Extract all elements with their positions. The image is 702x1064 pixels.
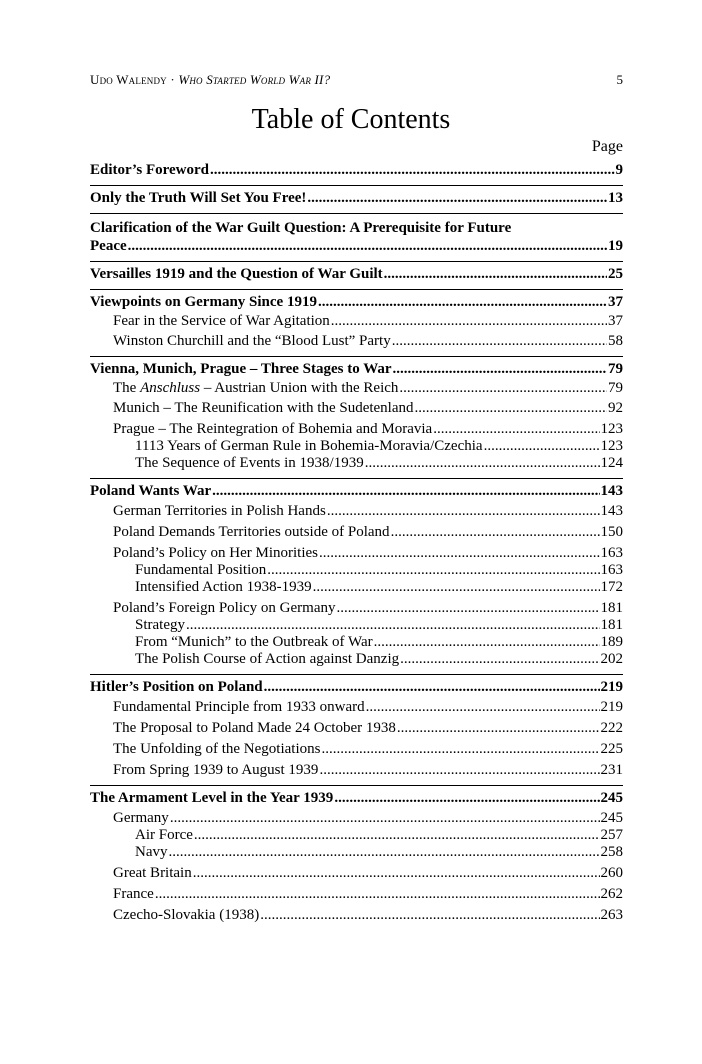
toc-entry[interactable]	[90, 455, 623, 472]
toc-entry-title: From Spring 1939 to August 1939	[113, 762, 319, 778]
toc-entry-title: Viewpoints on Germany Since 1919	[90, 294, 317, 310]
toc-entry-page: 231	[600, 762, 623, 778]
page-title: Table of Contents	[251, 104, 451, 135]
toc-entry[interactable]	[90, 720, 623, 737]
toc-entry[interactable]	[90, 438, 623, 455]
toc-entry[interactable]	[90, 333, 623, 350]
toc-entry-page: 219	[600, 699, 623, 715]
toc-entry[interactable]	[90, 380, 623, 397]
toc-entry-title: Prague – The Reintegration of Bohemia and Moravia	[113, 421, 433, 437]
toc-entry-page: 225	[600, 741, 623, 757]
toc-entry[interactable]	[90, 600, 623, 617]
toc-entry-title: Poland’s Foreign Policy on Germany	[113, 600, 336, 616]
toc-entry-page: 37	[608, 294, 623, 310]
section-divider	[90, 213, 623, 214]
toc-entry-title: Air Force	[135, 827, 193, 843]
toc-entry[interactable]	[90, 562, 623, 579]
toc-entry-page: 37	[608, 313, 623, 329]
toc-entry[interactable]	[90, 679, 623, 696]
section-divider	[90, 185, 623, 186]
toc-entry[interactable]	[90, 266, 623, 283]
toc-entry-title: The Unfolding of the Negotiations	[113, 741, 321, 757]
section-divider	[90, 478, 623, 479]
toc-entry-page: 181	[600, 617, 623, 633]
page-column-label: Page	[591, 138, 623, 155]
toc-entry-title: The Proposal to Poland Made 24 October 1938	[113, 720, 396, 736]
toc-entry-page: 202	[600, 651, 623, 667]
toc-entry-page: 245	[600, 790, 623, 806]
toc-entry-title: Great Britain	[113, 865, 192, 881]
toc-entry-page: 143	[600, 503, 623, 519]
toc-entry-page: 262	[600, 886, 623, 902]
toc-entry[interactable]	[90, 790, 623, 807]
toc-entry-page: 163	[600, 545, 623, 561]
toc-entry[interactable]	[90, 400, 623, 417]
toc-entry-title: Peace	[90, 238, 127, 254]
toc-entry-page: 258	[600, 844, 623, 860]
toc-entry[interactable]	[90, 699, 623, 716]
toc-entry[interactable]	[90, 844, 623, 861]
section-divider	[90, 261, 623, 262]
toc-entry-page: 257	[600, 827, 623, 843]
toc-entry-page: 19	[608, 238, 623, 254]
toc-entry[interactable]	[90, 421, 623, 438]
section-divider	[90, 785, 623, 786]
toc-entry[interactable]	[90, 865, 623, 882]
toc-entry-title: The Armament Level in the Year 1939	[90, 790, 334, 806]
toc-entry-title: Vienna, Munich, Prague – Three Stages to War	[90, 361, 392, 377]
toc-entry-page: 123	[600, 438, 623, 454]
toc-entry-page: 25	[608, 266, 623, 282]
toc-entry[interactable]	[90, 810, 623, 827]
toc-entry-title: Germany	[113, 810, 169, 826]
section-divider	[90, 356, 623, 357]
toc-entry[interactable]	[90, 886, 623, 903]
toc-entry-title: Poland Wants War	[90, 483, 212, 499]
toc-entry-title: Strategy	[135, 617, 185, 633]
toc-entry-page: 13	[608, 190, 623, 206]
toc-entry[interactable]	[90, 483, 623, 500]
toc-entry[interactable]	[90, 361, 623, 378]
toc-entry[interactable]	[90, 503, 623, 520]
toc-entry-title: Poland Demands Territories outside of Poland	[113, 524, 390, 540]
toc-entry-title: Fundamental Principle from 1933 onward	[113, 699, 365, 715]
toc-entry-title: Versailles 1919 and the Question of War Guilt	[90, 266, 383, 282]
toc-entry[interactable]	[90, 617, 623, 634]
toc-list	[90, 162, 623, 924]
toc-entry-title: Editor’s Foreword	[90, 162, 210, 178]
header-book-title: Who Started World War II?	[178, 72, 331, 87]
header-author: Udo Walendy	[90, 72, 167, 87]
toc-entry[interactable]	[90, 545, 623, 562]
toc-entry-title: German Territories in Polish Hands	[113, 503, 326, 519]
toc-entry-page: 79	[608, 380, 623, 396]
toc-entry-title: Winston Churchill and the “Blood Lust” Party	[113, 333, 391, 349]
toc-entry-title: Fundamental Position	[135, 562, 267, 578]
toc-entry[interactable]	[90, 907, 623, 924]
toc-entry[interactable]	[90, 634, 623, 651]
toc-entry[interactable]	[90, 218, 623, 255]
toc-entry[interactable]	[90, 741, 623, 758]
toc-entry[interactable]	[90, 190, 623, 207]
toc-entry[interactable]	[90, 294, 623, 311]
toc-entry-title: Fear in the Service of War Agitation	[113, 313, 330, 329]
toc-entry-page: 58	[608, 333, 623, 349]
toc-entry-title: 1113 Years of German Rule in Bohemia-Moravia/Czechia	[135, 438, 483, 454]
toc-entry-title: From “Munich” to the Outbreak of War	[135, 634, 373, 650]
toc-entry-title: Munich – The Reunification with the Sudetenland	[113, 400, 414, 416]
toc-entry-page: 260	[600, 865, 623, 881]
toc-entry-page: 263	[600, 907, 623, 923]
toc-entry-title: The Polish Course of Action against Danzig	[135, 651, 400, 667]
toc-entry-page: 245	[600, 810, 623, 826]
toc-entry-page: 181	[600, 600, 623, 616]
toc-entry-title: Czecho-Slovakia (1938)	[113, 907, 260, 923]
running-header-left	[90, 72, 330, 88]
toc-entry[interactable]	[90, 651, 623, 668]
toc-entry[interactable]	[90, 162, 623, 179]
running-header	[90, 72, 623, 90]
toc-entry[interactable]	[90, 313, 623, 330]
section-divider	[90, 289, 623, 290]
page-number: 5	[616, 72, 623, 87]
toc-entry-page: 222	[600, 720, 623, 736]
toc-entry[interactable]	[90, 827, 623, 844]
toc-entry[interactable]	[90, 762, 623, 779]
toc-entry-page: 189	[600, 634, 623, 650]
toc-entry-title: Only the Truth Will Set You Free!	[90, 190, 307, 206]
toc-entry[interactable]	[90, 524, 623, 541]
toc-entry-page: 219	[600, 679, 623, 695]
toc-entry-title: Intensified Action 1938-1939	[135, 579, 312, 595]
toc-entry-page: 143	[600, 483, 623, 499]
toc-entry-title: Hitler’s Position on Poland	[90, 679, 263, 695]
toc-entry-page: 172	[600, 579, 623, 595]
header-separator: ·	[166, 72, 179, 87]
toc-entry-title: Navy	[135, 844, 168, 860]
toc-entry-page: 9	[615, 162, 623, 178]
toc-entry[interactable]	[90, 579, 623, 596]
toc-entry-title: The Sequence of Events in 1938/1939	[135, 455, 364, 471]
toc-entry-page: 124	[600, 455, 623, 471]
toc-entry-page: 92	[608, 400, 623, 416]
toc-entry-page: 150	[600, 524, 623, 540]
toc-entry-title-line1: Clarification of the War Guilt Question: A Prerequisite for Future	[90, 220, 512, 236]
section-divider	[90, 674, 623, 675]
toc-entry-page: 123	[600, 421, 623, 437]
toc-entry-title: Poland’s Policy on Her Minorities	[113, 545, 318, 561]
toc-entry-title: France	[113, 886, 154, 902]
toc-entry-page: 79	[608, 361, 623, 377]
toc-entry-title: The Anschluss – Austrian Union with the Reich	[113, 380, 399, 396]
toc-entry-page: 163	[600, 562, 623, 578]
